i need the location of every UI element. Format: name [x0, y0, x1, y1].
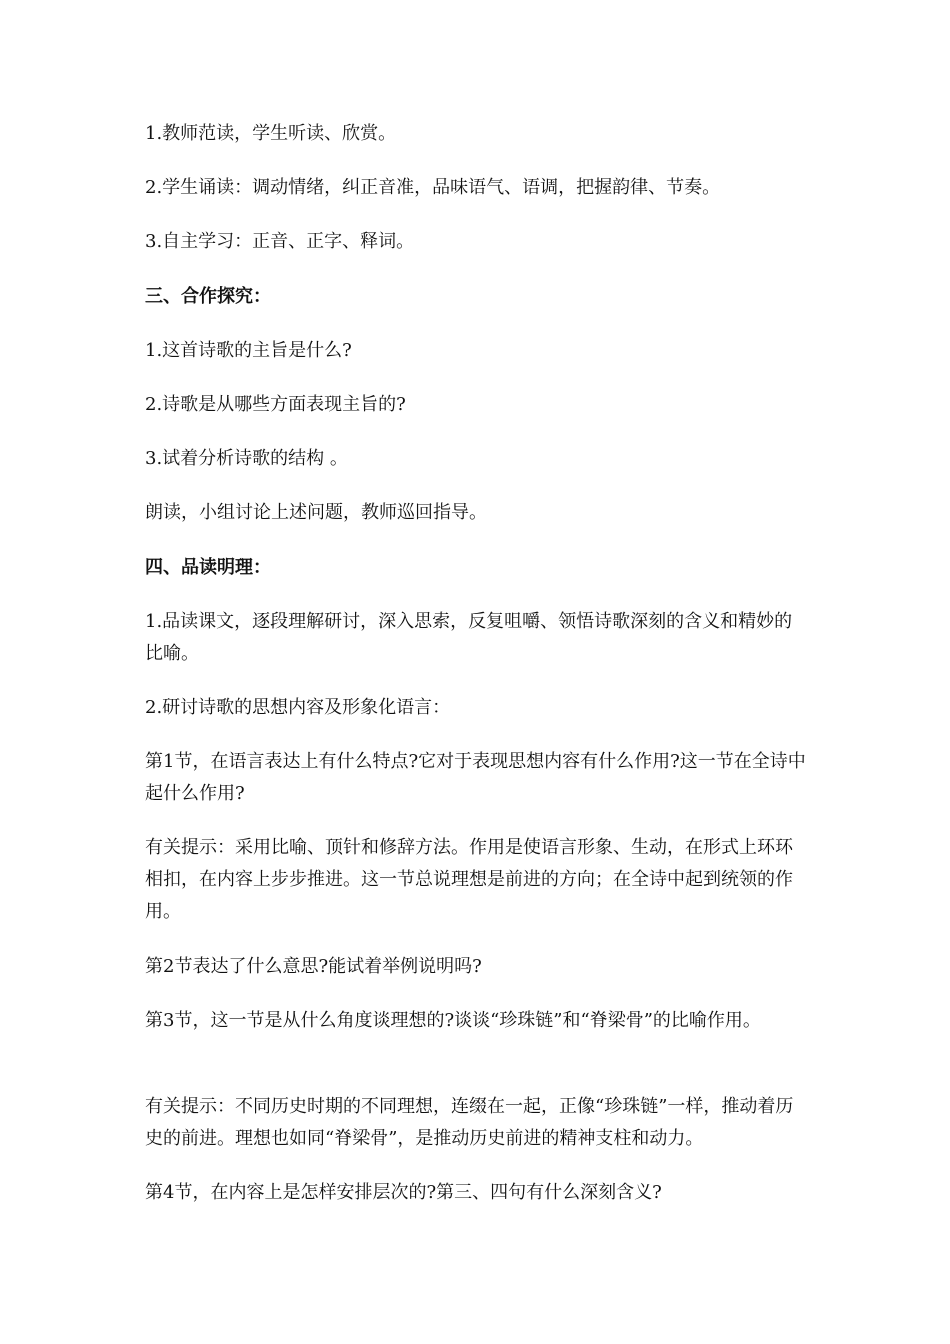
paragraph-13: 第3节，这一节是从什么角度谈理想的?谈谈“珍珠链”和“脊梁骨”的比喻作用。 [145, 1010, 761, 1031]
paragraph-1: 1.教师范读，学生听读、欣赏。 [145, 123, 397, 144]
paragraph-11: 有关提示：采用比喻、顶针和修辞方法。作用是使语言形象、生动，在形式上环环相扣，在内容上步步推进。这一节总说理想是前进的方向；在全诗中起到统领的作用。 [145, 837, 793, 922]
paragraph-8: 1.品读课文，逐段理解研讨，深入思索，反复咀嚼、领悟诗歌深刻的含义和精妙的比喻。 [145, 611, 793, 664]
paragraph-14: 有关提示：不同历史时期的不同理想，连缀在一起，正像“珍珠链”一样，推动着历史的前进。理想也如同“脊梁骨”，是推动历史前进的精神支柱和动力。 [145, 1096, 794, 1149]
section-heading-3: 三、合作探究： [145, 286, 271, 307]
paragraph-5: 2.诗歌是从哪些方面表现主旨的? [145, 394, 406, 415]
paragraph-7: 朗读，小组讨论上述问题，教师巡回指导。 [145, 502, 487, 523]
paragraph-3: 3.自主学习：正音、正字、释词。 [145, 231, 415, 252]
paragraph-10: 第1节，在语言表达上有什么特点?它对于表现思想内容有什么作用?这一节在全诗中起什么作用? [145, 751, 806, 804]
paragraph-6: 3.试着分析诗歌的结构 。 [145, 448, 348, 469]
paragraph-12: 第2节表达了什么意思?能试着举例说明吗? [145, 956, 482, 977]
section-heading-4: 四、品读明理： [145, 557, 271, 578]
paragraph-2: 2.学生诵读：调动情绪，纠正音准，品味语气、语调，把握韵律、节奏。 [145, 177, 721, 198]
paragraph-15: 第4节，在内容上是怎样安排层次的?第三、四句有什么深刻含义? [145, 1182, 662, 1203]
paragraph-9: 2.研讨诗歌的思想内容及形象化语言： [145, 697, 451, 718]
paragraph-4: 1.这首诗歌的主旨是什么? [145, 340, 352, 361]
